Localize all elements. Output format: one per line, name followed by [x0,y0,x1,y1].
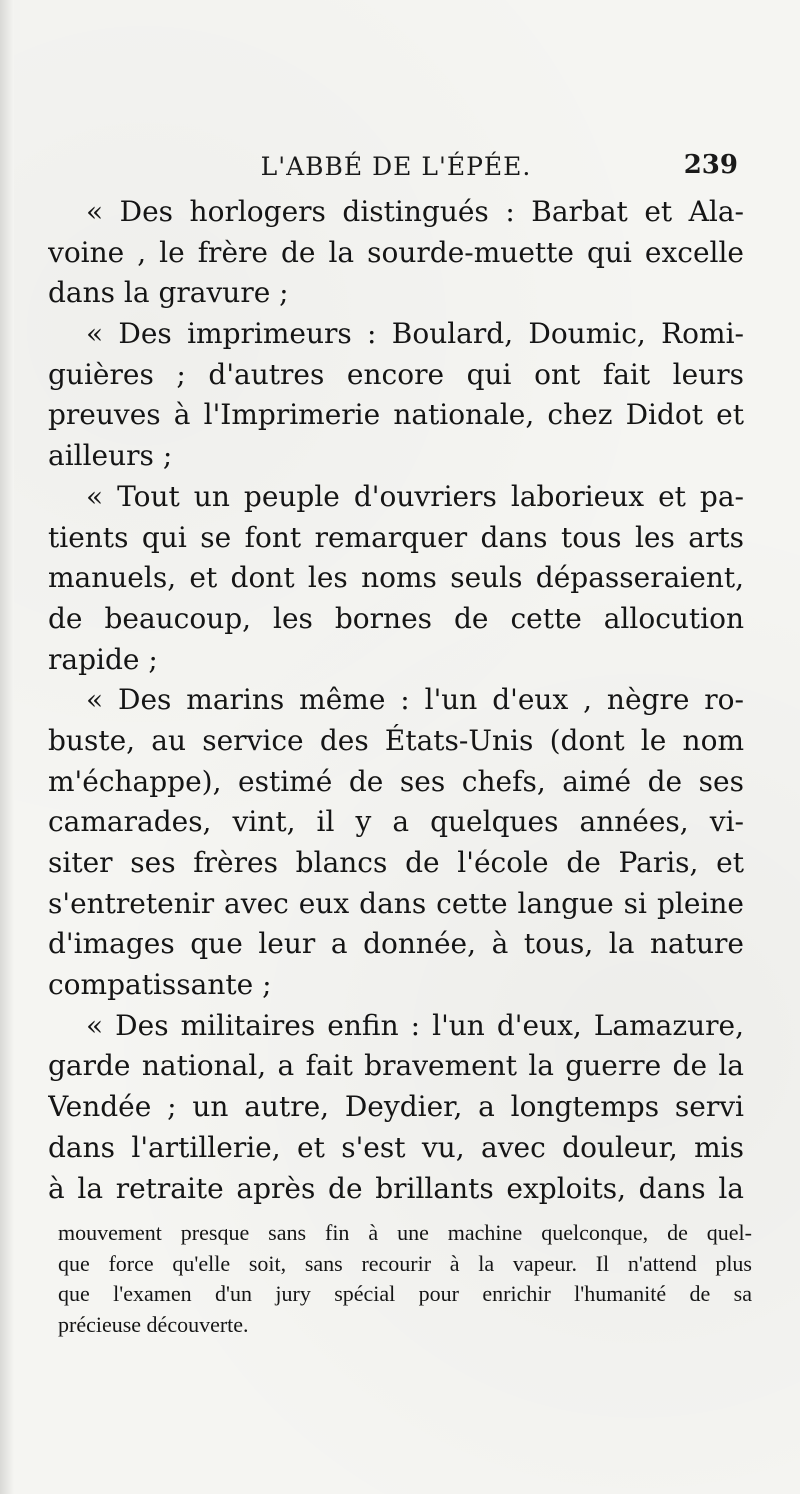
footnote-line: précieuse découverte. [58,1311,249,1337]
text-line: dans la gravure ; [48,276,289,310]
footnote-line: que force qu'elle soit, sans recourir à la vapeur. Il n'attend plus [58,1250,752,1276]
text-line: « Des marins même : l'un d'eux , nègre ro- [86,683,744,717]
text-line: ailleurs ; [48,439,173,473]
footnote [58,1218,752,1340]
text-line: « Des militaires enfin : l'un d'eux, Lamazure, [86,1008,744,1042]
body-text [48,192,744,1209]
text-line: s'entretenir avec eux dans cette langue si pleine [48,886,744,920]
text-line: à la retraite après de brillants exploits, dans la [48,1171,744,1205]
text-line: tients qui se font remarquer dans tous les arts [48,520,744,554]
text-line: siter ses frères blancs de l'école de Paris, et [48,846,744,879]
text-line: m'échappe), estimé de ses chefs, aimé de ses [48,764,744,798]
page-gutter-shadow [0,0,14,1494]
text-line: de beaucoup, les bornes de cette allocution [48,601,744,635]
text-line: compatissante ; [48,968,272,1002]
text-line: d'images que leur a donnée, à tous, la nature [48,927,744,961]
text-line: voine , le frère de la sourde-muette qui excelle [48,235,744,269]
text-line: manuels, et dont les noms seuls dépasseraient, [48,561,744,595]
text-line: camarades, vint, il y a quelques années, vi- [48,805,744,839]
text-line: buste, au service des États-Unis (dont le nom [48,723,744,757]
running-head [48,150,744,190]
text-line: dans l'artillerie, et s'est vu, avec douleur, mis [48,1130,744,1164]
text-line: « Des horlogers distingués : Barbat et Ala- [86,195,744,228]
footnote-line: mouvement presque sans fin à une machine quelconque, de quel- [58,1220,752,1245]
running-title: L'ABBÉ DE L'ÉPÉE. [260,152,532,181]
text-line: preuves à l'Imprimerie nationale, chez Didot et [48,398,744,432]
text-line: Vendée ; un autre, Deydier, a longtemps servi [48,1090,744,1124]
text-line: garde national, a fait bravement la guerre de la [48,1049,744,1083]
text-line: rapide ; [48,642,158,676]
footnote-line: que l'examen d'un jury spécial pour enrichir l'humanité de sa [58,1281,752,1306]
text-line: « Des imprimeurs : Boulard, Doumic, Romi- [86,317,744,351]
text-line: « Tout un peuple d'ouvriers laborieux et pa- [86,479,744,513]
page-number: 239 [683,150,738,180]
text-line: guières ; d'autres encore qui ont fait leurs [48,357,744,391]
